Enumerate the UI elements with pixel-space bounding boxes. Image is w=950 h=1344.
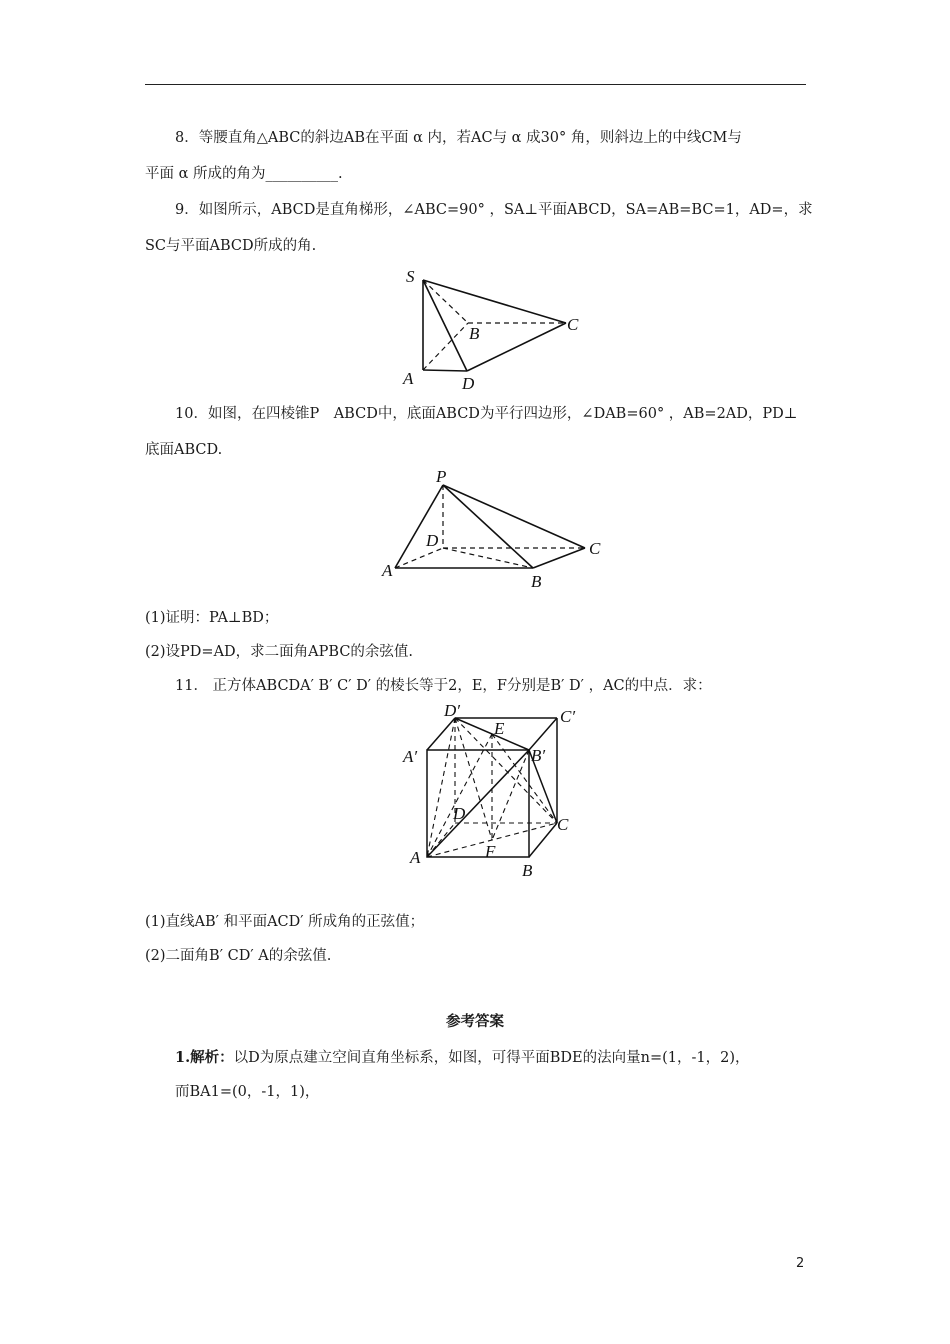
figure-q10-pyramid	[378, 464, 610, 592]
answers-heading: 参考答案	[446, 1013, 504, 1030]
label-S: S	[406, 267, 415, 286]
label-E: E	[494, 719, 505, 738]
label-D-prime: D′	[444, 701, 460, 720]
label-P: P	[436, 467, 447, 486]
label-B: B	[522, 861, 533, 880]
answer-1-label: 1.解析：	[175, 1049, 234, 1066]
label-D: D	[453, 804, 466, 823]
label-C: C	[557, 815, 569, 834]
answer-1-line-2: 而BA1=(0，-1，1)，	[175, 1084, 320, 1100]
label-C: C	[589, 539, 601, 558]
question-11-part-1: (1)直线AB′ 和平面ACD′ 所成角的正弦值；	[145, 914, 425, 930]
question-9-line-2: SC与平面ABCD所成的角.	[145, 238, 317, 254]
label-B: B	[469, 324, 480, 343]
question-10-line-1: 10．如图，在四棱锥P ABCD中，底面ABCD为平行四边形，∠DAB=60° ，AB=2AD，PD⊥	[175, 406, 798, 422]
label-D: D	[426, 531, 439, 550]
question-8-line-2: 平面 α 所成的角为__________.	[145, 166, 343, 182]
label-C: C	[567, 315, 579, 334]
header-rule	[145, 84, 806, 85]
question-9-line-1: 9．如图所示，ABCD是直角梯形，∠ABC=90° ，SA⊥平面ABCD，SA=AB=BC=1，AD=，求	[175, 202, 813, 218]
figure-q9-trapezoid-pyramid	[395, 262, 595, 396]
question-8-line-1: 8．等腰直角△ABC的斜边AB在平面 α 内，若AC与 α 成30° 角，则斜边上的中线CM与	[175, 130, 742, 146]
question-10-line-2: 底面ABCD.	[145, 442, 223, 458]
label-B: B	[531, 572, 542, 591]
question-11-line-1: 11． 正方体ABCDA′ B′ C′ D′ 的棱长等于2，E，F分别是B′ D′ ，AC的中点．求：	[175, 678, 712, 694]
label-A: A	[382, 561, 393, 580]
label-D: D	[462, 374, 475, 393]
page-number: 2	[796, 1256, 805, 1271]
question-10-part-1: (1)证明：PA⊥BD；	[145, 610, 279, 626]
label-B-prime: B′	[531, 746, 546, 765]
label-A-prime: A′	[403, 747, 418, 766]
answer-1-text: 以D为原点建立空间直角坐标系，如图，可得平面BDE的法向量n=(1，-1，2)，	[233, 1050, 750, 1066]
answer-1-line-1	[175, 1048, 750, 1068]
question-11-part-2: (2)二面角B′ CD′ A的余弦值.	[145, 948, 332, 964]
label-A: A	[410, 848, 421, 867]
label-F: F	[485, 842, 496, 861]
label-C-prime: C′	[560, 707, 576, 726]
label-A: A	[403, 369, 414, 388]
question-10-part-2: (2)设PD=AD，求二面角APBC的余弦值.	[145, 644, 414, 660]
figure-q11-cube	[398, 696, 588, 882]
